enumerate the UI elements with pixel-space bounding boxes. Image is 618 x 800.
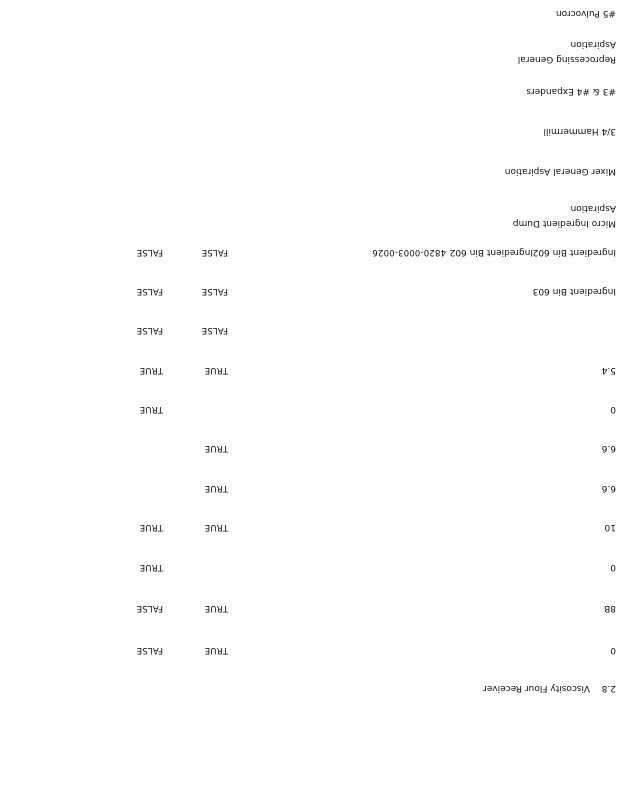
row-label: #5 Pulvocron: [555, 8, 616, 18]
cell-col-a: TRUE: [204, 645, 228, 655]
row-label: Viscosity Flour Receiver: [483, 683, 590, 693]
cell-col-b: TRUE: [139, 522, 163, 532]
cell-col-a: FALSE: [201, 325, 228, 335]
cell-col-b: TRUE: [139, 404, 163, 414]
row-label-line2: Aspiration: [570, 39, 616, 49]
row-left-value: 5.4: [601, 365, 616, 375]
cell-col-a: TRUE: [204, 365, 228, 375]
row-label: Micro Ingredient Dump: [512, 218, 616, 228]
row-left-value: 6.6: [601, 483, 616, 493]
row-label-overflow: Ingredient Bin 602: [449, 247, 533, 257]
row-left-value: 2.8: [601, 683, 616, 693]
row-left-value: 0: [610, 645, 616, 655]
row-left-value: 6.6: [601, 443, 616, 453]
row-label: 3/4 Hammermill: [543, 126, 616, 136]
row-label-line2: Aspiration: [570, 203, 616, 213]
cell-col-a: TRUE: [204, 522, 228, 532]
cell-col-a: TRUE: [204, 443, 228, 453]
row-label: #3 & #4 Expanders: [526, 86, 616, 96]
row-left-value: 0: [610, 404, 616, 414]
cell-col-b: FALSE: [136, 603, 163, 613]
cell-col-a: FALSE: [201, 286, 228, 296]
cell-col-a: TRUE: [204, 483, 228, 493]
row-label: Ingredient Bin 603: [532, 286, 616, 296]
cell-col-b: FALSE: [136, 247, 163, 257]
cell-code: 4820-0003-0026: [372, 247, 446, 257]
cell-col-a: FALSE: [201, 247, 228, 257]
row-label: Ingredient Bin 602: [532, 247, 616, 257]
cell-col-b: FALSE: [136, 286, 163, 296]
cell-col-a: TRUE: [204, 603, 228, 613]
cell-col-b: FALSE: [136, 325, 163, 335]
row-label: Reprocessing General: [517, 54, 616, 64]
row-left-value: 0: [610, 562, 616, 572]
row-left-value: 10: [604, 522, 616, 532]
row-left-value: 8B: [604, 603, 616, 613]
cell-col-b: TRUE: [139, 562, 163, 572]
row-label: Mixer General Aspiration: [504, 166, 616, 176]
cell-col-b: FALSE: [136, 645, 163, 655]
cell-col-b: TRUE: [139, 365, 163, 375]
